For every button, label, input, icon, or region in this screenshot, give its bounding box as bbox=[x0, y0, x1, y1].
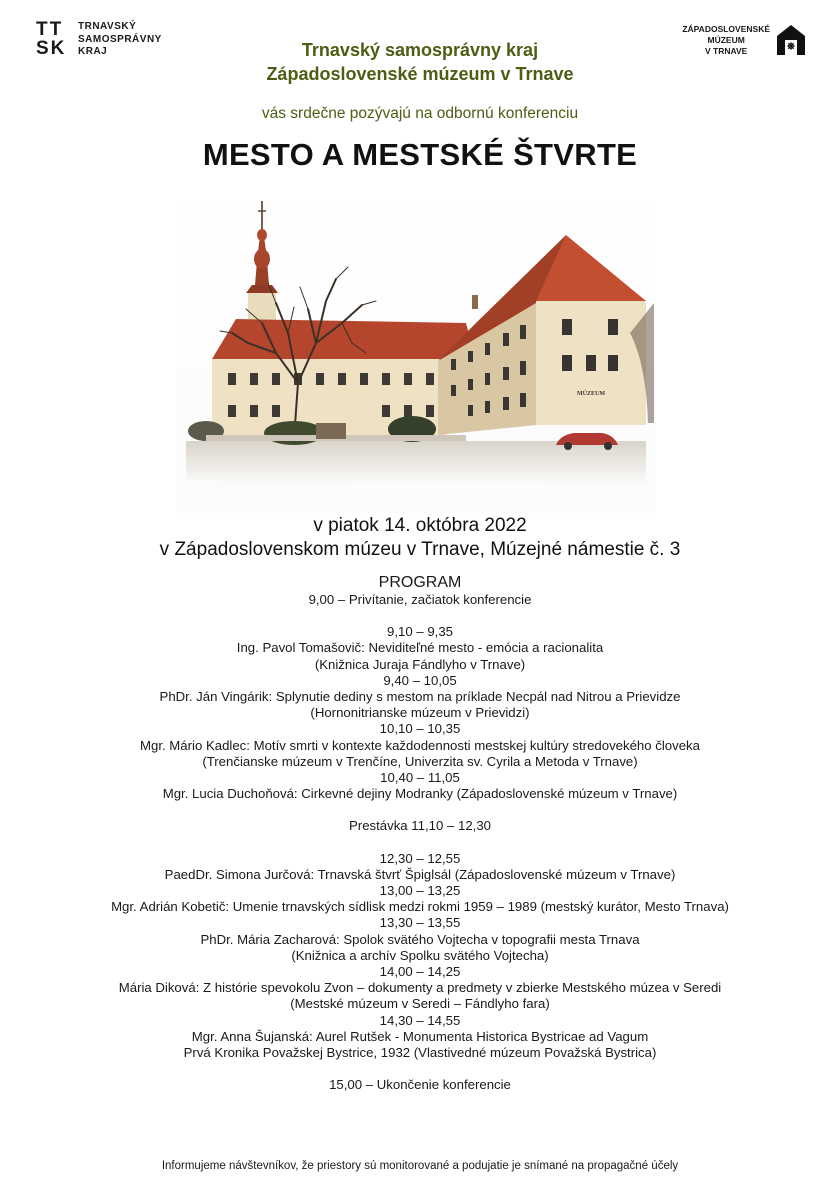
program-line: Prestávka 11,10 – 12,30 bbox=[349, 818, 491, 834]
program-line: 9,40 – 10,05 bbox=[383, 672, 457, 688]
program-line: 14,00 – 14,25 bbox=[379, 964, 461, 980]
museum-logo-line-1: ZÁPADOSLOVENSKÉ bbox=[682, 24, 770, 34]
invitation-text: vás srdečne pozývajú na odbornú konferenciu bbox=[261, 105, 579, 122]
program-line: (Knižnica Juraja Fándlyho v Trnave) bbox=[314, 656, 526, 672]
building-sign: MÚZEUM bbox=[577, 391, 605, 397]
program-spacer bbox=[0, 802, 840, 818]
program-line: 13,30 – 13,55 bbox=[379, 915, 461, 931]
program-spacer bbox=[0, 1061, 840, 1077]
event-date: v piatok 14. októbra 2022 bbox=[313, 515, 527, 536]
program-heading: PROGRAM bbox=[378, 574, 462, 591]
program-line: Mgr. Lucia Duchoňová: Cirkevné dejiny Modranky (Západoslovenské múzeum v Trnave) bbox=[162, 786, 678, 802]
museum-building-photo bbox=[176, 183, 656, 513]
footer-notice: Informujeme návštevníkov, že priestory sú monitorované a podujatie je snímané na propagačné účely bbox=[161, 1160, 679, 1172]
program-line: (Trenčianske múzeum v Trenčíne, Univerzita sv. Cyrila a Metoda v Trnave) bbox=[202, 753, 638, 769]
organizer-museum: Západoslovenské múzeum v Trnave bbox=[266, 64, 574, 84]
museum-logo-line-3: V TRNAVE bbox=[704, 46, 748, 56]
ttsk-mark-row-2: SK bbox=[36, 38, 67, 59]
program-line: Mgr. Adrián Kobetič: Umenie trnavských sídlisk medzi rokmi 1959 – 1989 (mestský kurátor, Mesto Trnava) bbox=[111, 899, 729, 915]
program-line: 10,40 – 11,05 bbox=[380, 770, 460, 786]
conference-title: MESTO A MESTSKÉ ŠTVRTE bbox=[202, 137, 638, 172]
program-lines bbox=[0, 592, 840, 1093]
program-spacer bbox=[0, 608, 840, 624]
ttsk-name-line-3: KRAJ bbox=[78, 46, 108, 57]
program-line: 12,30 – 12,55 bbox=[379, 850, 461, 866]
program-line: 15,00 – Ukončenie konferencie bbox=[329, 1077, 511, 1093]
program-spacer bbox=[0, 835, 840, 851]
event-venue: v Západoslovenskom múzeu v Trnave, Múzejné námestie č. 3 bbox=[159, 539, 681, 560]
program-line: Prvá Kronika Považskej Bystrice, 1932 (Vlastivedné múzeum Považská Bystrica) bbox=[183, 1045, 657, 1061]
program-line: 13,00 – 13,25 bbox=[379, 883, 461, 899]
program-line: 9,00 – Privítanie, začiatok konferencie bbox=[308, 592, 532, 607]
ttsk-mark-row-1: TT bbox=[36, 19, 64, 40]
museum-logo-line-2: MÚZEUM bbox=[707, 35, 745, 45]
organizer-region: Trnavský samosprávny kraj bbox=[301, 40, 539, 60]
program-line: Mgr. Mário Kadlec: Motív smrti v kontexte každodennosti mestskej kultúry stredovekého človeka bbox=[140, 737, 700, 753]
program-line: PaedDr. Simona Jurčová: Trnavská štvrť Špiglsál (Západoslovenské múzeum v Trnave) bbox=[164, 866, 676, 882]
program-line: Ing. Pavol Tomašovič: Neviditeľné mesto - emócia a racionalita bbox=[236, 640, 604, 656]
program-line: (Mestské múzeum v Seredi – Fándlyho fara) bbox=[290, 996, 550, 1012]
program-line: Mária Diková: Z histórie spevokolu Zvon – dokumenty a predmety v zbierke Mestského múzea v Seredi bbox=[118, 980, 722, 996]
program-line: 14,30 – 14,55 bbox=[379, 1012, 461, 1028]
ttsk-name-line-1: TRNAVSKÝ bbox=[78, 21, 137, 32]
event-info bbox=[0, 514, 840, 562]
program-line: 10,10 – 10,35 bbox=[379, 721, 461, 737]
organizers bbox=[0, 38, 840, 86]
program-line: 9,10 – 9,35 bbox=[387, 624, 453, 640]
program-line: PhDr. Ján Vingárik: Splynutie dediny s mestom na príklade Necpál nad Nitrou a Prievidze bbox=[159, 689, 681, 705]
program bbox=[0, 573, 840, 1093]
ttsk-name-line-2: SAMOSPRÁVNY bbox=[78, 33, 162, 45]
program-line: (Knižnica a archív Spolku svätého Vojtecha) bbox=[291, 947, 549, 963]
program-line: (Hornonitrianske múzeum v Prievidzi) bbox=[310, 705, 530, 721]
program-line: Mgr. Anna Šujanská: Aurel Rutšek - Monumenta Historica Bystricae ad Vagum bbox=[191, 1028, 649, 1044]
program-line: PhDr. Mária Zacharová: Spolok svätého Vojtecha v topografii mesta Trnava bbox=[200, 931, 640, 947]
